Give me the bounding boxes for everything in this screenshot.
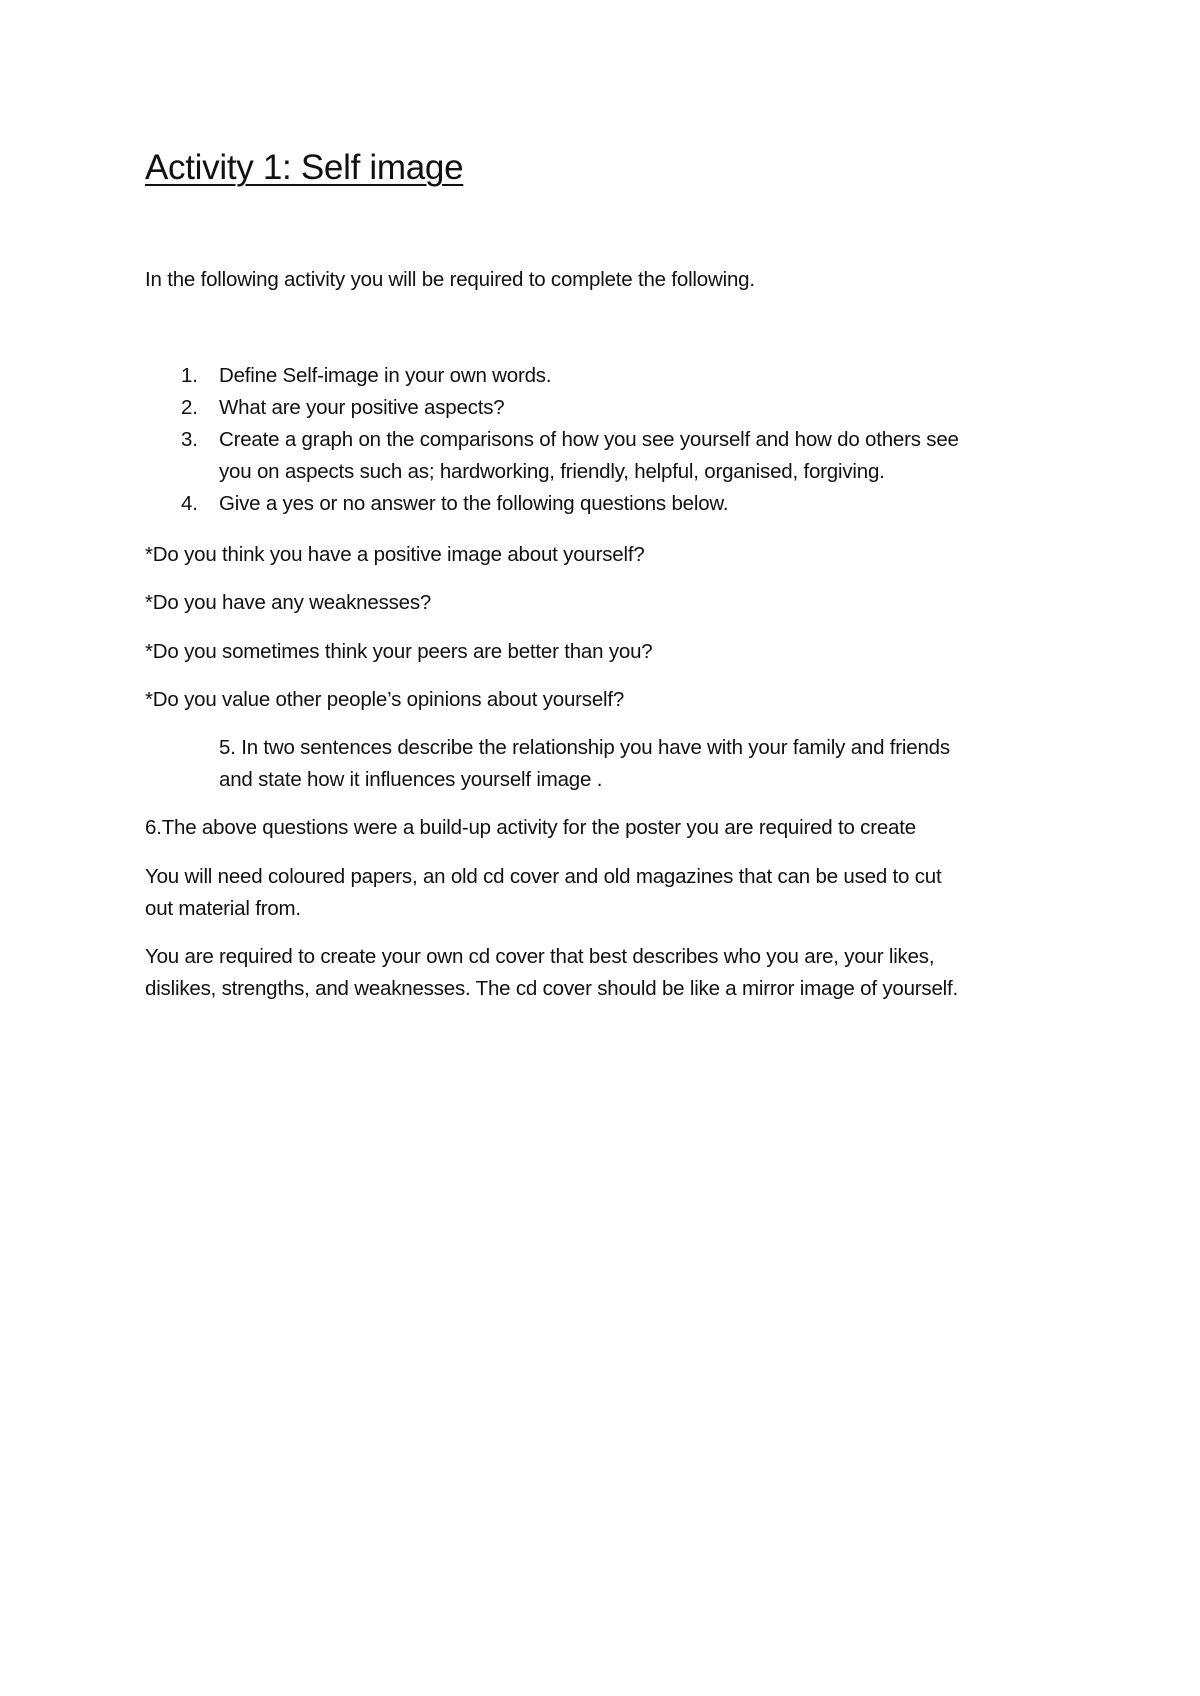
materials-line-1: You will need coloured papers, an old cd cover and old magazines that can be used to cut [145,865,942,888]
question-2: *Do you have any weaknesses? [145,591,432,614]
list-number: 1. [181,364,198,387]
materials-line-2: out material from. [145,897,301,920]
list-item-text: Give a yes or no answer to the following questions below. [219,492,729,515]
question-3: *Do you sometimes think your peers are better than you? [145,640,653,663]
item-5-line-1: 5. In two sentences describe the relationship you have with your family and friends [219,736,950,759]
list-number: 3. [181,428,198,451]
intro-text: In the following activity you will be required to complete the following. [145,268,755,291]
task-line-1: You are required to create your own cd cover that best describes who you are, your likes, [145,945,935,968]
list-item-text: Create a graph on the comparisons of how you see yourself and how do others see [219,428,959,451]
item-5-line-2: and state how it influences yourself image . [219,768,603,791]
list-item [145,392,959,424]
document-title: Activity 1: Self image [145,148,464,187]
list-item-text: What are your positive aspects? [219,396,505,419]
list-item [145,488,959,520]
item-6-text: 6.The above questions were a build-up activity for the poster you are required to create [145,816,916,839]
list-number: 4. [181,492,198,515]
question-1: *Do you think you have a positive image about yourself? [145,543,645,566]
instruction-list [145,360,959,520]
question-4: *Do you value other people’s opinions about yourself? [145,688,625,711]
list-item [145,360,959,392]
list-item-text: Define Self-image in your own words. [219,364,552,387]
task-line-2: dislikes, strengths, and weaknesses. The cd cover should be like a mirror image of yourself. [145,977,959,1000]
list-item [145,424,959,488]
list-number: 2. [181,396,198,419]
list-item-text: you on aspects such as; hardworking, friendly, helpful, organised, forgiving. [219,460,885,483]
